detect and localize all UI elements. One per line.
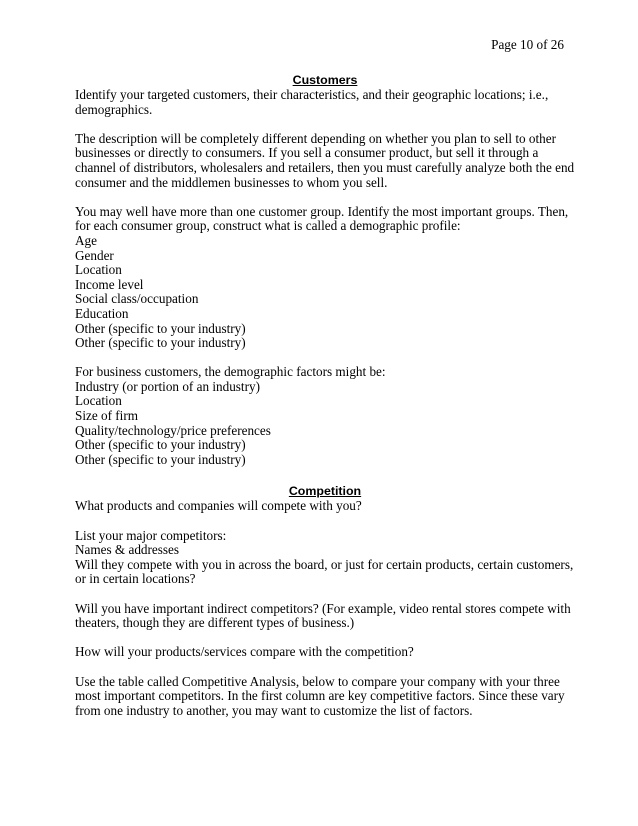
list-item: Gender xyxy=(75,247,114,263)
competition-heading: Competition xyxy=(288,484,362,499)
customers-heading: Customers xyxy=(292,73,358,87)
list-item: Education xyxy=(75,305,129,321)
competition-paragraph-4: How will your products/services compare with the competition? xyxy=(75,644,414,660)
list-item: Quality/technology/price preferences xyxy=(75,422,271,438)
list-item: Size of firm xyxy=(75,408,138,424)
list-item: Other (specific to your industry) xyxy=(75,335,246,351)
competition-names-line: Names & addresses xyxy=(75,542,180,558)
competition-paragraph-1: What products and companies will compete with you? xyxy=(75,498,362,514)
page-content xyxy=(75,73,575,733)
customers-paragraph-3: You may well have more than one customer group. Identify the most important groups. Then, for each consumer group, construct what is called a demographic profile: xyxy=(75,203,569,234)
list-item: Industry (or portion of an industry) xyxy=(75,378,260,394)
customers-paragraph-1: Identify your targeted customers, their characteristics, and their geographic locations; i.e., demographics. xyxy=(75,87,549,117)
list-item: Age xyxy=(75,232,97,248)
list-item: Social class/occupation xyxy=(75,291,199,307)
consumer-factors-list xyxy=(75,234,575,351)
competition-scope-line: Will they compete with you in across the board, or just for certain products, certain customers, or in certain locations? xyxy=(75,556,574,587)
list-item: Location xyxy=(75,393,122,409)
business-factors-list xyxy=(75,380,575,468)
competition-paragraph-3: Will you have important indirect competitors? (For example, video rental stores compete with theaters, though they are different types of business.) xyxy=(75,600,571,631)
page-number: Page 10 of 26 xyxy=(491,37,564,52)
list-item: Other (specific to your industry) xyxy=(75,451,246,467)
list-item: Other (specific to your industry) xyxy=(75,437,246,453)
list-item: Income level xyxy=(75,276,144,292)
competition-paragraph-5: Use the table called Competitive Analysis, below to compare your company with your three most important competitors. In the first column are key competitive factors. Since these vary from one industry to another, you may want to customize the list of factors. xyxy=(75,673,565,718)
customers-paragraph-2: The description will be completely different depending on whether you plan to sell to other businesses or directly to consumers. If you sell a consumer product, but sell it through a channel of distributors, wholesalers and retailers, then you must carefully analyze both the end consumer and the middlemen businesses to whom you sell. xyxy=(75,130,575,190)
list-item: Other (specific to your industry) xyxy=(75,320,246,336)
competition-list-intro: List your major competitors: xyxy=(75,527,227,543)
competition-paragraph-2 xyxy=(75,529,575,587)
customers-paragraph-4: For business customers, the demographic factors might be: xyxy=(75,364,386,380)
list-item: Location xyxy=(75,262,122,278)
